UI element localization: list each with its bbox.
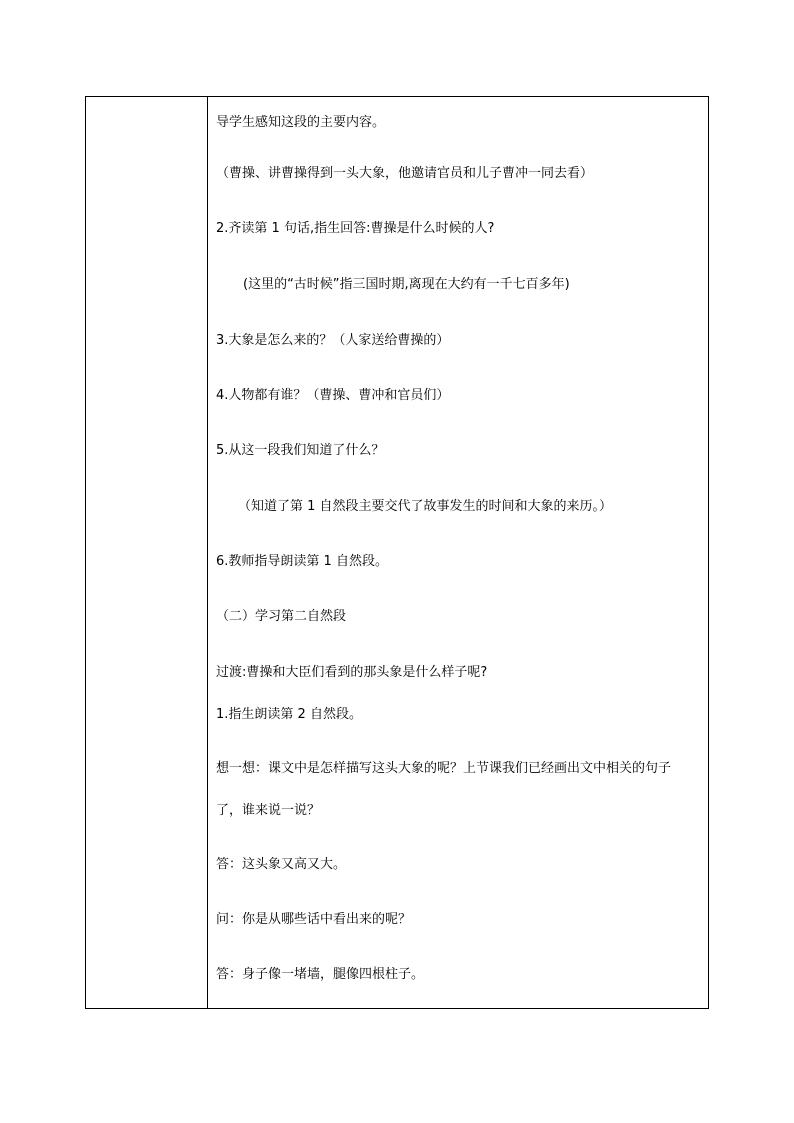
- text-line: 6.教师指导朗读第 1 自然段。: [216, 554, 388, 569]
- section-heading: （二）学习第二自然段: [216, 609, 347, 624]
- column-divider: [207, 97, 208, 1008]
- text-line: （曹操、讲曹操得到一头大象，他邀请官员和儿子曹冲一同去看）: [216, 166, 594, 181]
- text-line: 2.齐读第 1 句话,指生回答:曹操是什么时候的人?: [216, 221, 495, 236]
- text-line: 4.人物都有谁？（曹操、曹冲和官员们）: [216, 388, 450, 403]
- text-line: 过渡:曹操和大臣们看到的那头象是什么样子呢?: [216, 665, 488, 680]
- text-line: 答：身子像一堵墙，腿像四根柱子。: [216, 967, 425, 982]
- text-line: 导学生感知这段的主要内容。: [216, 115, 386, 130]
- lesson-table: [85, 96, 709, 1009]
- text-line: (这里的“古时候”指三国时期,离现在大约有一千七百多年): [243, 277, 570, 292]
- text-line: 了，谁来说一说？: [216, 803, 321, 818]
- text-line: （知道了第 1 自然段主要交代了故事发生的时间和大象的来历。）: [238, 499, 613, 514]
- text-line: 想一想：课文中是怎样描写这头大象的呢？上节课我们已经画出文中相关的句子: [216, 761, 672, 776]
- text-line: 1.指生朗读第 2 自然段。: [216, 707, 362, 722]
- text-line: 5.从这一段我们知道了什么？: [216, 443, 385, 458]
- text-line: 问：你是从哪些话中看出来的呢？: [216, 912, 412, 927]
- text-line: 3.大象是怎么来的？（人家送给曹操的）: [216, 333, 450, 348]
- text-line: 答：这头象又高又大。: [216, 857, 347, 872]
